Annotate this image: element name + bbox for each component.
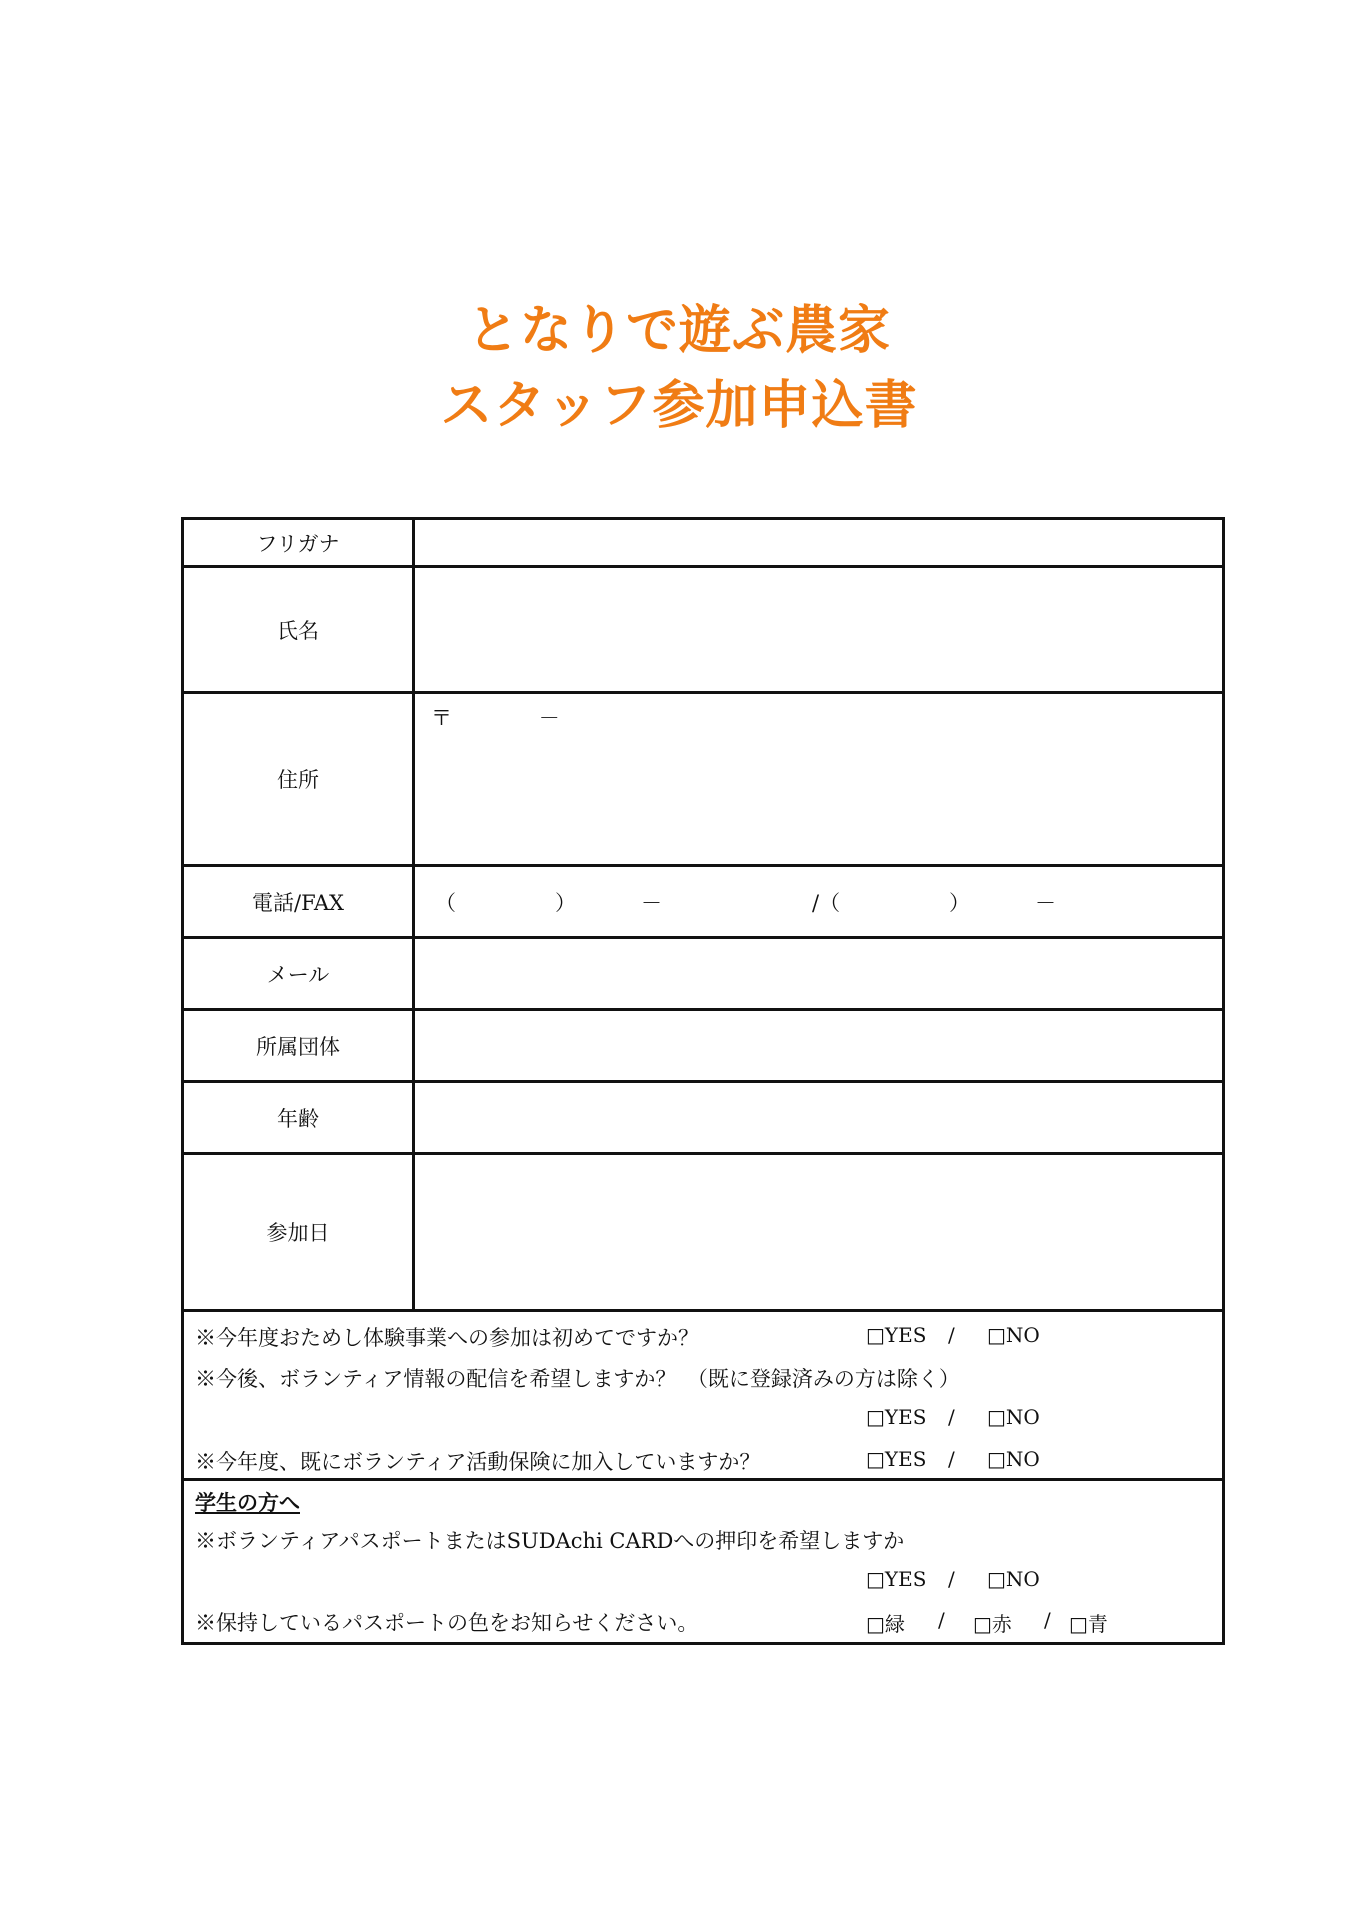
title-line-2: スタッフ参加申込書 [440,376,918,436]
field-mail[interactable] [415,939,1222,1008]
label-address: 住所 [184,694,415,864]
q4-slash: / [948,1567,955,1591]
row-address [184,691,1222,864]
field-address[interactable] [415,694,1222,864]
students-heading: 学生の方へ [195,1490,300,1515]
q4-yes-checkbox[interactable]: □YES [866,1567,927,1591]
label-mail: メール [184,939,415,1008]
row-date [184,1152,1222,1309]
field-age[interactable] [415,1083,1222,1152]
q2-slash: / [948,1405,955,1429]
phone-dash: － [641,890,662,915]
row-phone [184,864,1222,936]
q1-slash: / [948,1323,955,1347]
question-passport-color: ※保持しているパスポートの色をお知らせください。 [195,1611,699,1635]
application-form [181,517,1225,1645]
q4-no-checkbox[interactable]: □NO [987,1567,1040,1591]
row-group [184,1008,1222,1080]
questions-section [184,1309,1222,1478]
field-group[interactable] [415,1011,1222,1080]
fax-dash: － [1035,890,1056,915]
fax-open-paren: /（ [812,890,841,915]
q2-no-checkbox[interactable]: □NO [987,1405,1040,1429]
postal-code [431,702,560,732]
label-furigana: フリガナ [184,520,415,565]
row-mail [184,936,1222,1008]
q3-slash: / [948,1447,955,1471]
fax-close-paren: ） [949,890,970,915]
label-date: 参加日 [184,1155,415,1309]
color-slash-2: / [1044,1608,1051,1632]
label-group: 所属団体 [184,1011,415,1080]
q3-no-checkbox[interactable]: □NO [987,1447,1040,1471]
q1-yes-checkbox[interactable]: □YES [866,1323,927,1347]
label-phone: 電話/FAX [184,867,415,936]
students-section [184,1478,1222,1642]
color-slash-1: / [938,1608,945,1632]
row-furigana [184,520,1222,565]
q1-no-checkbox[interactable]: □NO [987,1323,1040,1347]
question-first-time: ※今年度おためし体験事業への参加は初めてですか？ [195,1326,699,1350]
color-red-checkbox[interactable]: □赤 [973,1612,1012,1636]
field-phone[interactable] [415,867,1222,936]
phone-close-paren: ） [555,890,576,915]
field-name[interactable] [415,568,1222,691]
phone-open-paren: （ [435,890,456,915]
question-insurance: ※今年度、既にボランティア活動保険に加入していますか？ [195,1450,761,1474]
color-green-checkbox[interactable]: □緑 [866,1612,905,1636]
q3-yes-checkbox[interactable]: □YES [866,1447,927,1471]
question-volunteer-info: ※今後、ボランティア情報の配信を希望しますか？ （既に登録済みの方は除く） [195,1367,960,1391]
postal-dash: － [538,706,560,730]
postal-mark: 〒 [431,706,452,730]
color-blue-checkbox[interactable]: □青 [1069,1612,1108,1636]
field-furigana[interactable] [415,520,1222,565]
field-date[interactable] [415,1155,1222,1309]
label-age: 年齢 [184,1083,415,1152]
row-age [184,1080,1222,1152]
q2-yes-checkbox[interactable]: □YES [866,1405,927,1429]
row-name [184,565,1222,691]
label-name: 氏名 [184,568,415,691]
question-passport-stamp: ※ボランティアパスポートまたはSUDAchi CARDへの押印を希望しますか [195,1529,905,1553]
title-line-1: となりで遊ぶ農家 [466,301,891,361]
